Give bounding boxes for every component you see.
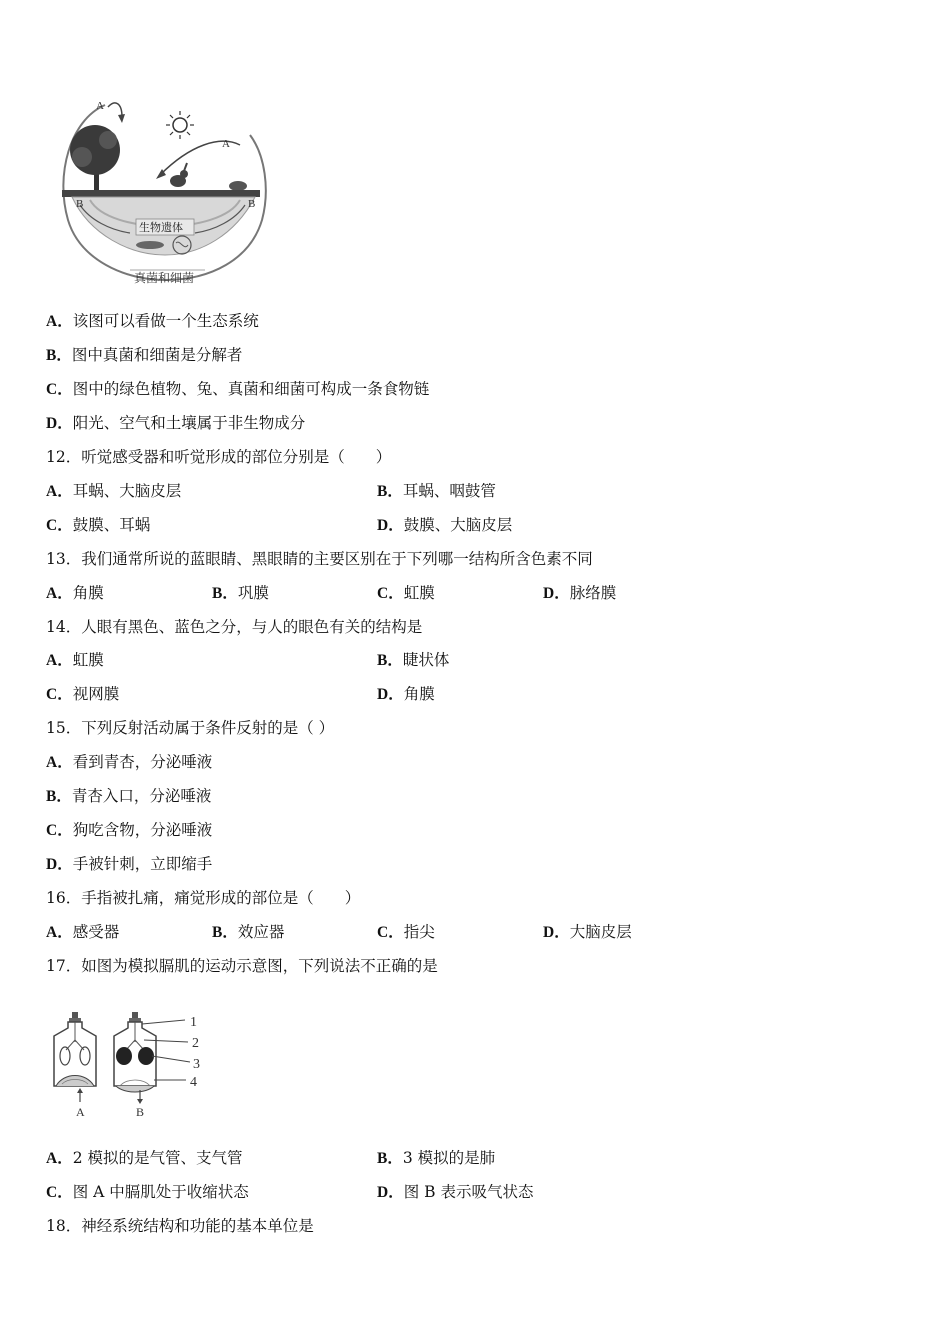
option-letter: D． bbox=[377, 686, 404, 703]
option-text: 巩膜 bbox=[237, 584, 269, 602]
q18-stem: 18．神经系统结构和功能的基本单位是 bbox=[46, 1217, 314, 1235]
q14-stem: 14．人眼有黑色、蓝色之分，与人的眼色有关的结构是 bbox=[46, 618, 423, 636]
option-text: 手被针刺，立即缩手 bbox=[72, 855, 213, 873]
fig1-label-a-top: A bbox=[96, 100, 104, 112]
option-text: 大脑皮层 bbox=[569, 923, 632, 941]
q16-option-c bbox=[377, 922, 435, 943]
option-text: 阳光、空气和土壤属于非生物成分 bbox=[72, 414, 306, 432]
q16-stem: 16．手指被扎痛，痛觉形成的部位是（ ） bbox=[46, 889, 361, 907]
fig2-label-3: 3 bbox=[193, 1057, 200, 1072]
option-text: 图 B 表示吸气状态 bbox=[403, 1183, 534, 1201]
option-letter: B． bbox=[377, 1150, 403, 1167]
q14-option-d bbox=[377, 684, 435, 705]
diaphragm-model-figure bbox=[50, 1010, 220, 1120]
option-letter: B． bbox=[377, 483, 403, 500]
option-letter: B． bbox=[212, 585, 238, 602]
fig1-label-a-right: A bbox=[222, 138, 230, 150]
q11-option-a bbox=[46, 311, 259, 332]
option-letter: D． bbox=[377, 517, 404, 534]
q12-option-c bbox=[46, 515, 150, 536]
option-text: 脉络膜 bbox=[569, 584, 617, 602]
option-text: 2 模拟的是气管、支气管 bbox=[72, 1149, 243, 1167]
fig2-label-4: 4 bbox=[190, 1075, 197, 1090]
option-text: 角膜 bbox=[72, 584, 104, 602]
option-letter: D． bbox=[543, 585, 570, 602]
option-letter: C． bbox=[46, 1184, 73, 1201]
option-text: 青杏入口，分泌唾液 bbox=[71, 787, 212, 805]
option-letter: C． bbox=[377, 924, 404, 941]
q15-option-a bbox=[46, 752, 212, 773]
option-letter: C． bbox=[377, 585, 404, 602]
option-text: 图中的绿色植物、兔、真菌和细菌可构成一条食物链 bbox=[72, 380, 430, 398]
option-letter: C． bbox=[46, 822, 73, 839]
q15-option-d bbox=[46, 854, 212, 875]
option-text: 虹膜 bbox=[72, 651, 104, 669]
q16-option-b bbox=[212, 922, 284, 943]
fig1-label-b-left: B bbox=[76, 198, 84, 210]
q17-option-a bbox=[46, 1148, 243, 1169]
fig2-label-2: 2 bbox=[192, 1036, 199, 1051]
q11-option-b bbox=[46, 345, 242, 366]
q15-stem: 15．下列反射活动属于条件反射的是（ ） bbox=[46, 719, 335, 737]
option-text: 看到青杏，分泌唾液 bbox=[72, 753, 213, 771]
option-text: 感受器 bbox=[72, 923, 120, 941]
q15-option-c bbox=[46, 820, 212, 841]
option-letter: A． bbox=[46, 585, 73, 602]
q14-option-b bbox=[377, 650, 449, 671]
q12-option-d bbox=[377, 515, 512, 536]
option-letter: A． bbox=[46, 313, 73, 330]
option-letter: C． bbox=[46, 381, 73, 398]
q13-option-b bbox=[212, 583, 269, 604]
option-letter: D． bbox=[46, 415, 73, 432]
option-text: 鼓膜、耳蜗 bbox=[72, 516, 151, 534]
option-letter: B． bbox=[212, 924, 238, 941]
option-letter: D． bbox=[377, 1184, 404, 1201]
option-letter: A． bbox=[46, 1150, 73, 1167]
option-letter: B． bbox=[46, 788, 72, 805]
option-letter: A． bbox=[46, 483, 73, 500]
q15-option-b bbox=[46, 786, 211, 807]
q11-option-d bbox=[46, 413, 305, 434]
option-letter: C． bbox=[46, 686, 73, 703]
ecosystem-figure bbox=[50, 95, 275, 290]
option-letter: B． bbox=[46, 347, 72, 364]
q17-option-d bbox=[377, 1182, 533, 1203]
option-letter: D． bbox=[543, 924, 570, 941]
q14-option-a bbox=[46, 650, 104, 671]
option-text: 图中真菌和细菌是分解者 bbox=[71, 346, 243, 364]
q13-stem: 13．我们通常所说的蓝眼睛、黑眼睛的主要区别在于下列哪一结构所含色素不同 bbox=[46, 550, 593, 568]
q16-option-a bbox=[46, 922, 119, 943]
fig1-label-b-right: B bbox=[248, 198, 256, 210]
option-text: 视网膜 bbox=[72, 685, 120, 703]
option-letter: A． bbox=[46, 924, 73, 941]
option-text: 耳蜗、大脑皮层 bbox=[72, 482, 182, 500]
q14-option-c bbox=[46, 684, 119, 705]
option-text: 该图可以看做一个生态系统 bbox=[72, 312, 259, 330]
q17-option-b bbox=[377, 1148, 495, 1169]
option-text: 鼓膜、大脑皮层 bbox=[403, 516, 513, 534]
option-text: 3 模拟的是肺 bbox=[402, 1149, 496, 1167]
q11-option-c bbox=[46, 379, 429, 400]
option-text: 图 A 中膈肌处于收缩状态 bbox=[72, 1183, 249, 1201]
q17-stem: 17．如图为模拟膈肌的运动示意图，下列说法不正确的是 bbox=[46, 957, 438, 975]
option-letter: D． bbox=[46, 856, 73, 873]
option-text: 效应器 bbox=[237, 923, 285, 941]
q12-option-b bbox=[377, 481, 496, 502]
option-text: 耳蜗、咽鼓管 bbox=[402, 482, 496, 500]
q13-option-a bbox=[46, 583, 104, 604]
option-text: 睫状体 bbox=[402, 651, 450, 669]
option-letter: C． bbox=[46, 517, 73, 534]
fig2-label-b: B bbox=[136, 1105, 145, 1119]
q13-option-c bbox=[377, 583, 435, 604]
q12-stem: 12．听觉感受器和听觉形成的部位分别是（ ） bbox=[46, 448, 392, 466]
fig2-label-1: 1 bbox=[190, 1015, 197, 1030]
option-letter: A． bbox=[46, 652, 73, 669]
q13-option-d bbox=[543, 583, 616, 604]
fig2-label-a: A bbox=[76, 1105, 85, 1119]
option-letter: B． bbox=[377, 652, 403, 669]
option-text: 狗吃含物，分泌唾液 bbox=[72, 821, 213, 839]
option-text: 虹膜 bbox=[403, 584, 435, 602]
q16-option-d bbox=[543, 922, 632, 943]
fig1-label-remains: 生物遗体 bbox=[139, 221, 183, 234]
q12-option-a bbox=[46, 481, 181, 502]
option-letter: A． bbox=[46, 754, 73, 771]
option-text: 指尖 bbox=[403, 923, 435, 941]
option-text: 角膜 bbox=[403, 685, 435, 703]
q17-option-c bbox=[46, 1182, 249, 1203]
fig1-label-fungi: 真菌和细菌 bbox=[134, 271, 195, 285]
